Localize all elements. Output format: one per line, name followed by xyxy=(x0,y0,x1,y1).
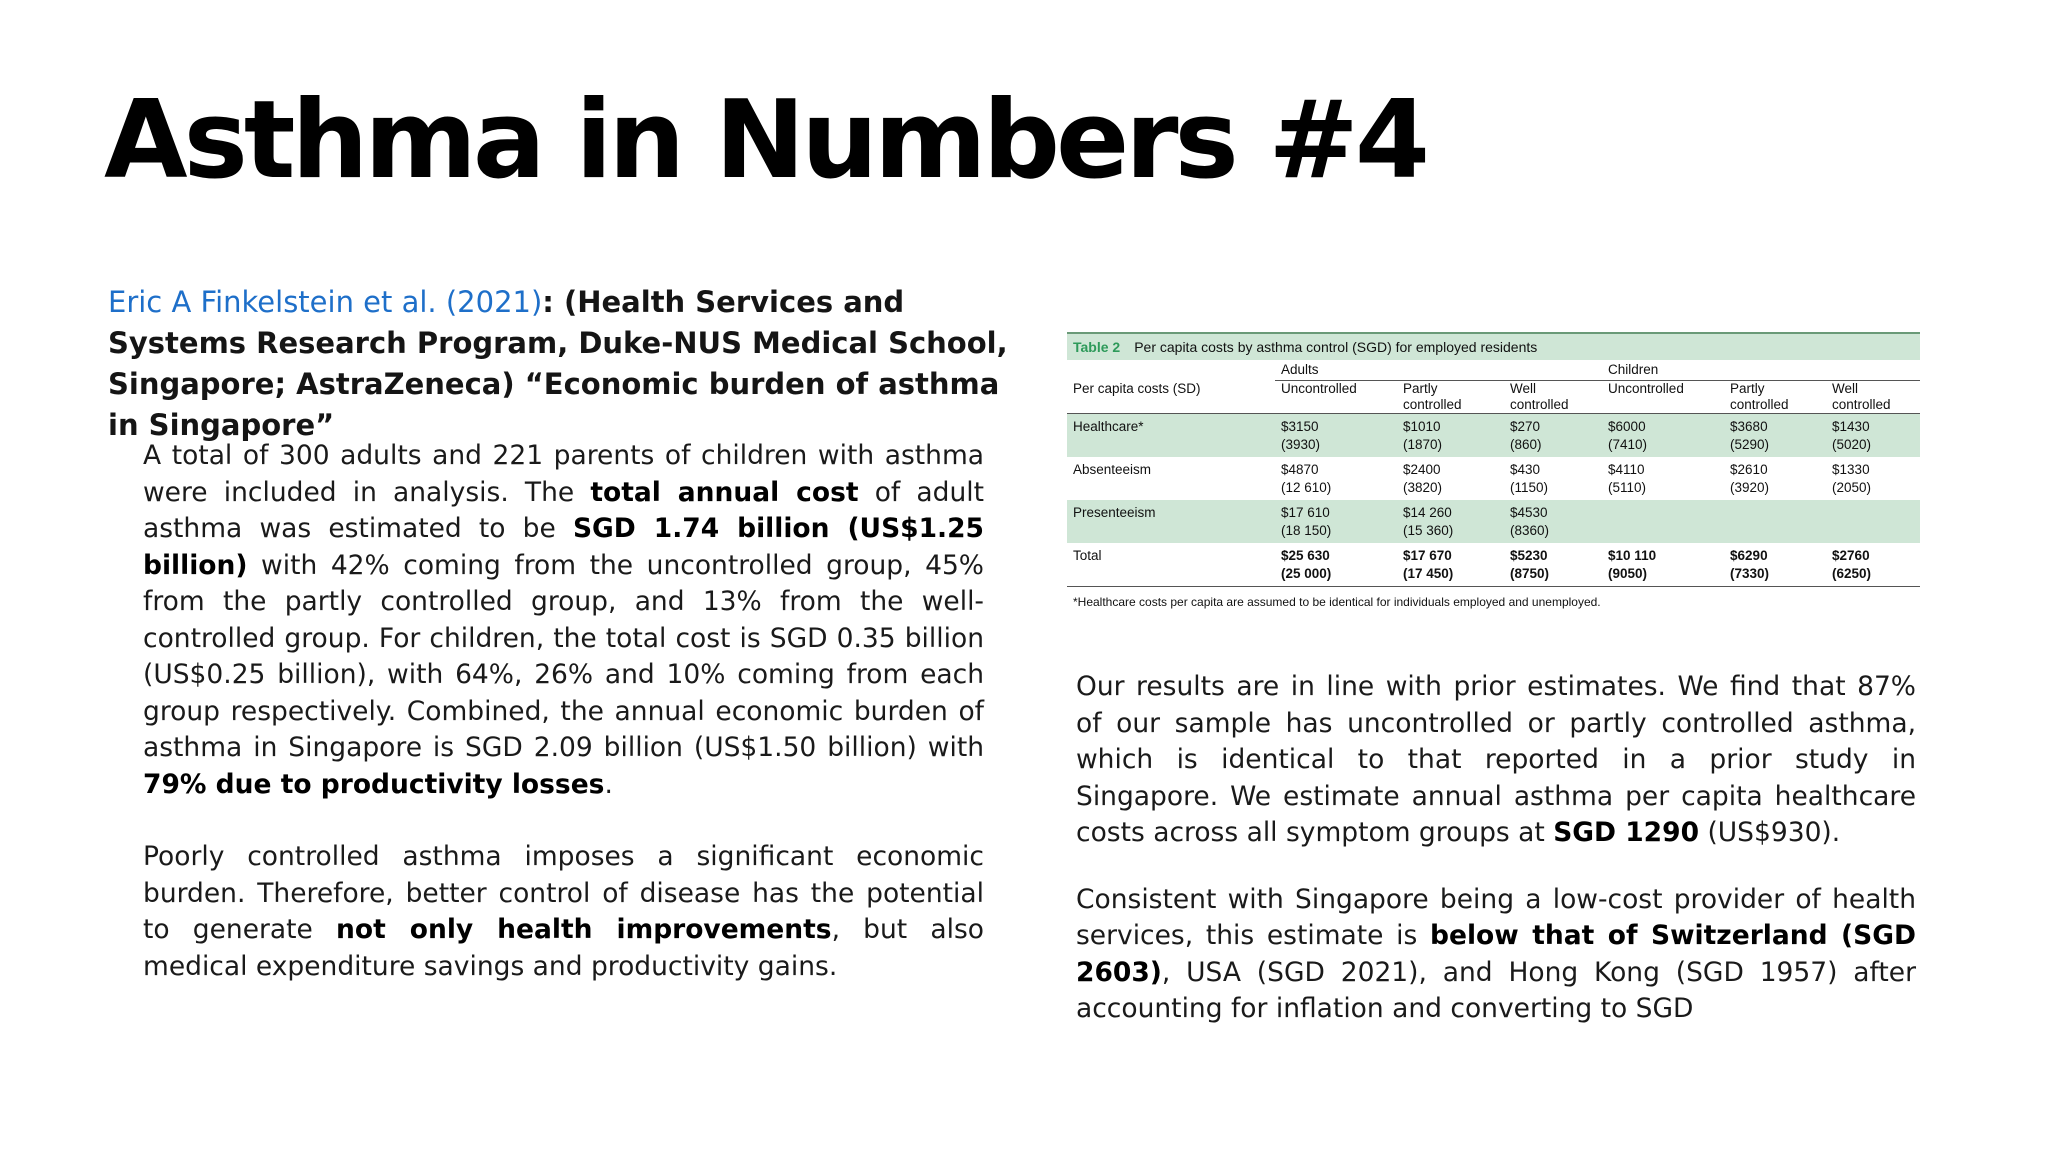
group-adults: Adults xyxy=(1275,360,1602,381)
table-cell xyxy=(1602,543,1724,587)
cell-value: $17 670 xyxy=(1403,548,1452,563)
right-paragraph-1 xyxy=(1076,669,1916,852)
cell-sd: (25 000) xyxy=(1281,566,1332,581)
cost-table xyxy=(1067,360,1920,587)
cell-value: $1330 xyxy=(1832,462,1870,477)
text-span: with 42% coming from the uncontrolled group, 45% from the partly controlled group, and 13% from the well-controlled group. For children, the total cost is SGD 0.35 billion (US$0.25 billion), with 64%, 26% and 10% coming from each group respectively. Combined, the annual economic burden of asthma in Singapore is SGD 2.09 billion (US$1.50 billion) with xyxy=(143,549,984,763)
right-paragraph-2 xyxy=(1076,882,1916,1028)
table-cell xyxy=(1724,500,1826,543)
cell-sd: (2050) xyxy=(1832,480,1872,495)
cell-value: $430 xyxy=(1510,462,1541,477)
table-cell xyxy=(1826,543,1920,587)
row-label: Absenteeism xyxy=(1073,462,1152,477)
table-cell xyxy=(1275,414,1397,458)
slide-title: Asthma in Numbers #4 xyxy=(104,78,1427,203)
cell-sd: (8750) xyxy=(1510,566,1550,581)
table-row xyxy=(1067,457,1920,500)
text-span: , USA (SGD 2021), and Hong Kong (SGD 1957) after accounting for inflation and converting to SGD xyxy=(1076,956,1916,1024)
cell-sd: (7410) xyxy=(1608,437,1648,452)
table-cell xyxy=(1826,414,1920,458)
group-children: Children xyxy=(1602,360,1920,381)
table-column-header xyxy=(1067,381,1920,414)
cell-value: $270 xyxy=(1510,419,1541,434)
cell-sd: (15 360) xyxy=(1403,523,1454,538)
cell-sd: (12 610) xyxy=(1281,480,1332,495)
cell-value: $1010 xyxy=(1403,419,1441,434)
table-row xyxy=(1067,543,1920,587)
cell-sd: (1150) xyxy=(1510,480,1549,495)
cell-value: $3680 xyxy=(1730,419,1768,434)
cell-sd: (5110) xyxy=(1608,480,1647,495)
table-cell xyxy=(1275,457,1397,500)
cell-sd: (18 150) xyxy=(1281,523,1332,538)
cell-value: $14 260 xyxy=(1403,505,1452,520)
table-row xyxy=(1067,414,1920,458)
cell-sd: (6250) xyxy=(1832,566,1872,581)
cell-sd: (5290) xyxy=(1730,437,1770,452)
table-cell xyxy=(1826,500,1920,543)
bold-span: 79% due to productivity losses xyxy=(143,768,605,800)
row-label: Total xyxy=(1067,543,1275,587)
cell-sd: (8360) xyxy=(1510,523,1550,538)
table-cell xyxy=(1397,500,1504,543)
text-span: A total of 300 adults and 221 parents of children with asthma were included in analysis. The xyxy=(143,440,984,508)
cell-value: $3150 xyxy=(1281,419,1319,434)
bold-span: below that of Switzerland (SGD 2603) xyxy=(1076,920,1917,988)
row-label: Presenteeism xyxy=(1067,500,1275,543)
column-header: Partly controlled xyxy=(1397,381,1504,414)
cell-sd: (3920) xyxy=(1730,480,1770,495)
cell-sd: (3820) xyxy=(1403,480,1443,495)
table-caption xyxy=(1067,332,1920,360)
cell-value: $4530 xyxy=(1510,505,1548,520)
cell-value: $6290 xyxy=(1730,548,1768,563)
table-row xyxy=(1067,500,1920,543)
table-caption-text: Per capita costs by asthma control (SGD) for employed residents xyxy=(1134,339,1538,355)
table-cell xyxy=(1275,543,1397,587)
table-body xyxy=(1067,414,1920,587)
right-text-column xyxy=(1076,669,1916,1028)
table-number: Table 2 xyxy=(1073,339,1121,355)
cell-value: $25 630 xyxy=(1281,548,1330,563)
row-label-header: Per capita costs (SD) xyxy=(1067,381,1275,414)
column-header: Uncontrolled xyxy=(1602,381,1724,414)
table-cell xyxy=(1504,414,1602,458)
cell-sd: (3930) xyxy=(1281,437,1321,452)
cell-value: $1430 xyxy=(1832,419,1870,434)
table-cell xyxy=(1504,543,1602,587)
table-cell xyxy=(1724,457,1826,500)
table-cell xyxy=(1826,457,1920,500)
cost-table-figure xyxy=(1067,332,1920,609)
cell-sd: (860) xyxy=(1510,437,1542,452)
left-paragraph-2 xyxy=(143,839,984,985)
empty-header xyxy=(1067,360,1275,381)
bold-span: SGD 1.74 billion (US$1.25 billion) xyxy=(143,513,984,581)
bold-span: SGD 1290 xyxy=(1553,817,1700,848)
bold-span: total annual cost xyxy=(590,476,859,508)
cell-value: $17 610 xyxy=(1281,505,1330,520)
table-cell xyxy=(1602,500,1724,543)
text-span: (US$930). xyxy=(1699,817,1841,848)
table-cell xyxy=(1602,457,1724,500)
table-group-header xyxy=(1067,360,1920,381)
citation-text: : (Health Services and Systems Research Program, Duke-NUS Medical School, Singapore; AstraZeneca) “Economic burden of asthma in Singapore” xyxy=(108,285,1008,442)
cell-value: $6000 xyxy=(1608,419,1646,434)
table-footnote: *Healthcare costs per capita are assumed to be identical for individuals employed and unemployed. xyxy=(1073,595,1601,609)
left-paragraph-1 xyxy=(143,438,984,803)
table-cell xyxy=(1602,414,1724,458)
table-cell xyxy=(1504,457,1602,500)
citation xyxy=(108,282,1008,446)
cell-value: $2760 xyxy=(1832,548,1870,563)
text-span: of adult asthma was estimated to be xyxy=(143,476,984,544)
cell-sd: (9050) xyxy=(1608,566,1648,581)
cell-value: $5230 xyxy=(1510,548,1548,563)
cell-value: $2400 xyxy=(1403,462,1441,477)
table-cell xyxy=(1504,500,1602,543)
column-header: Uncontrolled xyxy=(1275,381,1397,414)
table-cell xyxy=(1397,457,1504,500)
cell-sd: (1870) xyxy=(1403,437,1443,452)
text-span: Consistent with Singapore being a low-cost provider of health services, this estimate is xyxy=(1076,883,1916,951)
cell-value: $4110 xyxy=(1608,462,1645,477)
cell-sd: (5020) xyxy=(1832,437,1872,452)
table-cell xyxy=(1397,543,1504,587)
bold-span: not only health improvements xyxy=(336,914,832,945)
cell-value: $2610 xyxy=(1730,462,1768,477)
text-span: Our results are in line with prior estimates. We find that 87% of our sample has uncontrolled or partly controlled asthma, which is identical to that reported in a prior study in Singapore. We estimate annual asthma per capita healthcare costs across all symptom groups at xyxy=(1076,671,1916,848)
text-span: Poorly controlled asthma imposes a significant economic burden. Therefore, better control of disease has the potential to generate xyxy=(143,841,984,945)
cell-sd: (7330) xyxy=(1730,566,1770,581)
text-span: , but also medical expenditure savings and productivity gains. xyxy=(143,914,984,982)
row-label: Healthcare* xyxy=(1067,414,1275,458)
table-cell xyxy=(1275,500,1397,543)
table-cell xyxy=(1724,543,1826,587)
cell-value: $10 110 xyxy=(1608,548,1657,563)
column-header: Well controlled xyxy=(1826,381,1920,414)
cell-sd: (17 450) xyxy=(1403,566,1454,581)
text-span: . xyxy=(604,768,613,800)
left-text-column xyxy=(143,438,984,985)
cell-value: $4870 xyxy=(1281,462,1319,477)
column-header: Partly controlled xyxy=(1724,381,1826,414)
table-cell xyxy=(1397,414,1504,458)
table-cell xyxy=(1724,414,1826,458)
author-link[interactable]: Eric A Finkelstein et al. (2021) xyxy=(108,285,543,319)
column-header: Well controlled xyxy=(1504,381,1602,414)
